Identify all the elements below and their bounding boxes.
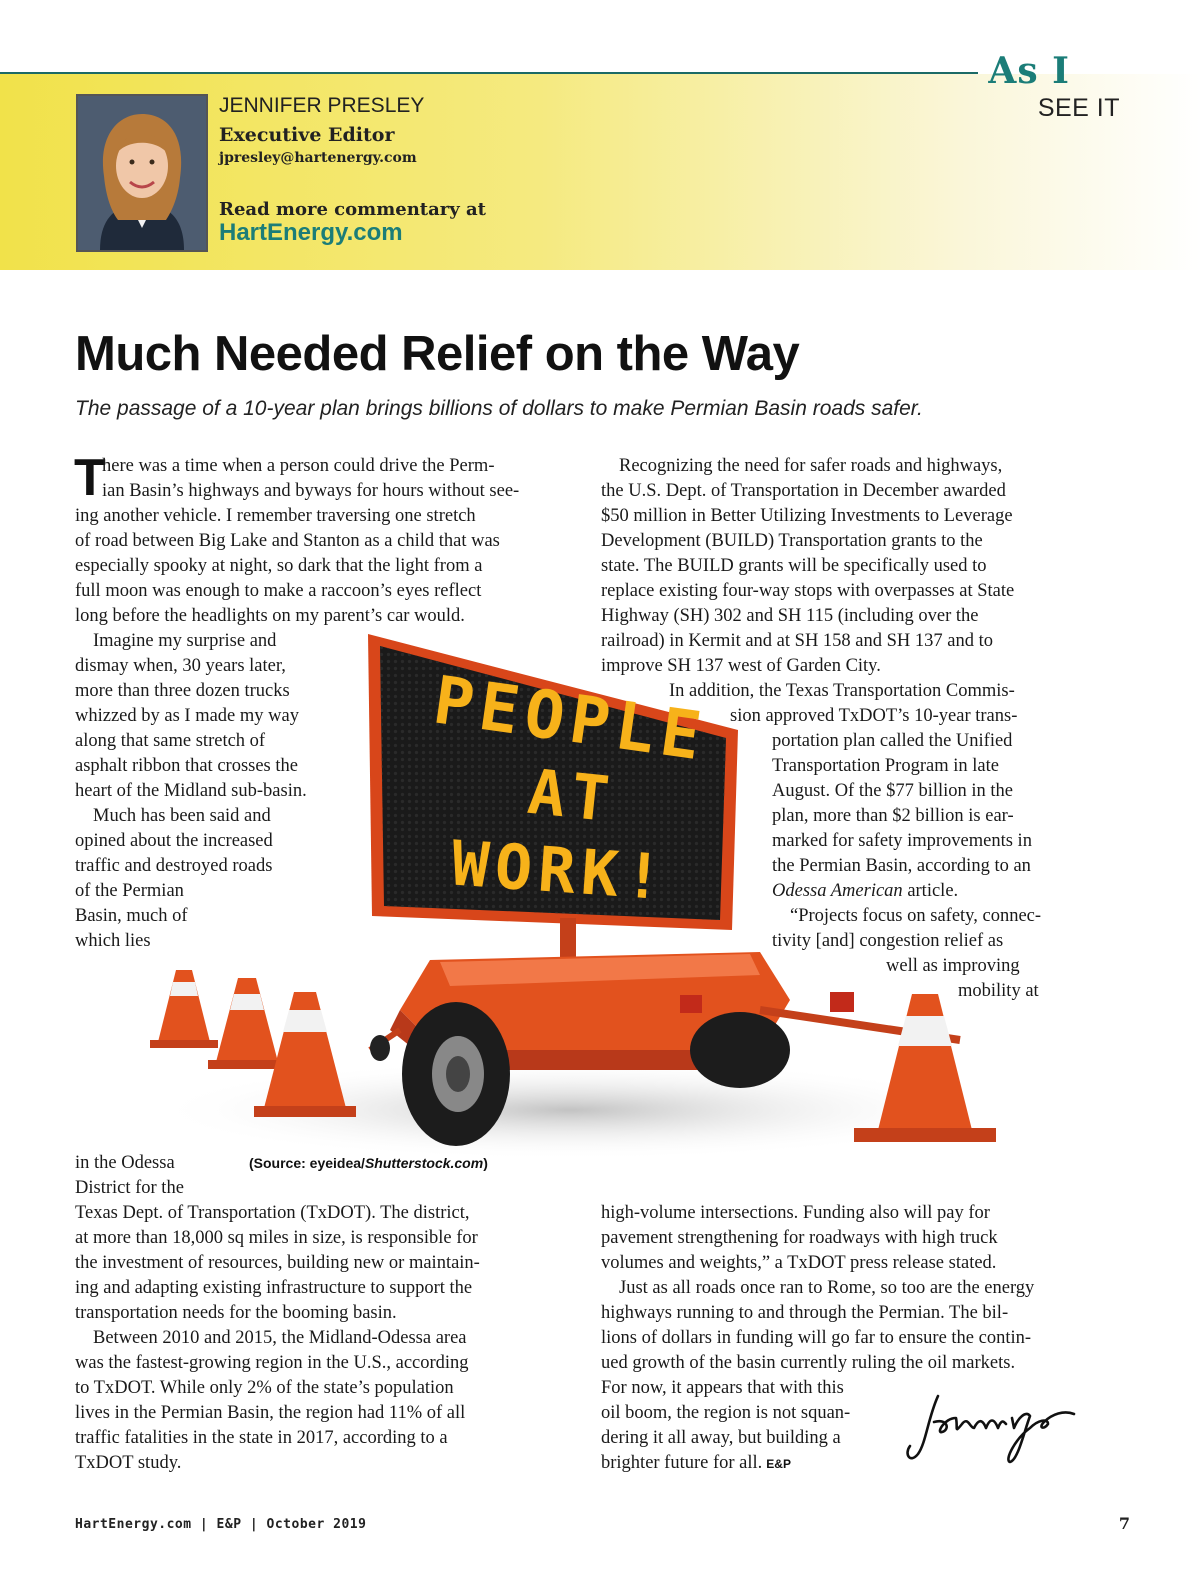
traffic-cone-2 — [208, 978, 286, 1069]
sign-line-3: WORK! — [449, 826, 671, 915]
site-link[interactable]: HartEnergy.com — [219, 219, 403, 246]
body-line: traffic fatalities in the state in 2017, according to a — [75, 1428, 448, 1448]
author-portrait-icon — [78, 96, 206, 250]
body-line: dering it all away, but building a — [601, 1428, 841, 1448]
body-line: to TxDOT. While only 2% of the state’s population — [75, 1378, 454, 1398]
author-name: JENNIFER PRESLEY — [219, 94, 425, 117]
body-line: ued growth of the basin currently ruling the oil markets. — [601, 1353, 1016, 1373]
body-line: Basin, much of — [75, 906, 188, 926]
body-line: railroad) in Kermit and at SH 158 and SH 137 and to — [601, 631, 994, 651]
body-line: of road between Big Lake and Stanton as a child that was — [75, 531, 500, 551]
column-title: As I — [988, 50, 1070, 92]
body-line: August. Of the $77 billion in the — [772, 781, 1013, 801]
caption-credit: Shutterstock.com — [364, 1155, 484, 1171]
body-line: Transportation Program in late — [772, 756, 999, 776]
body-line: Imagine my surprise and — [93, 631, 277, 651]
body-line: of the Permian — [75, 881, 184, 901]
body-line: full moon was enough to make a raccoon’s eyes reflect — [75, 581, 482, 601]
publication-name: Odessa American — [772, 881, 903, 901]
body-line: “Projects focus on safety, connec- — [790, 906, 1042, 926]
body-line: in the Odessa — [75, 1153, 175, 1173]
body-line: the investment of resources, building new or maintain- — [75, 1253, 480, 1273]
body-line: Texas Dept. of Transportation (TxDOT). The district, — [75, 1203, 470, 1223]
body-line: sion approved TxDOT’s 10-year trans- — [730, 706, 1018, 726]
body-line: replace existing four-way stops with overpasses at State — [601, 581, 1015, 601]
body-line: $50 million in Better Utilizing Investments to Leverage — [601, 506, 1013, 526]
body-line: lions of dollars in funding will go far to ensure the contin- — [601, 1328, 1032, 1348]
trailer-wheel-right — [690, 1012, 790, 1088]
body-line: dismay when, 30 years later, — [75, 656, 286, 676]
body-line: ing and adapting existing infrastructure to support the — [75, 1278, 473, 1298]
header-rule — [0, 72, 978, 74]
body-line: ing another vehicle. I remember traversing one stretch — [75, 506, 476, 526]
body-line: Highway (SH) 302 and SH 115 (including over the — [601, 606, 979, 626]
body-line: Much has been said and — [93, 806, 271, 826]
body-line: high-volume intersections. Funding also will pay for — [601, 1203, 990, 1223]
read-more-label: Read more commentary at — [219, 199, 486, 220]
body-line: tivity [and] congestion relief as — [772, 931, 1004, 951]
handwritten-signature — [898, 1388, 1083, 1468]
body-line: the U.S. Dept. of Transportation in December awarded — [601, 481, 1006, 501]
caption-prefix: (Source: eyeidea/ — [249, 1155, 365, 1171]
body-line: highways running to and through the Permian. The bil- — [601, 1303, 1009, 1323]
body-line: along that same stretch of — [75, 731, 266, 751]
body-line: opined about the increased — [75, 831, 273, 851]
body-line: state. The BUILD grants will be specifically used to — [601, 556, 987, 576]
body-line: District for the — [75, 1178, 184, 1198]
body-line: improve SH 137 west of Garden City. — [601, 656, 881, 676]
body-line-text: brighter future for all. — [601, 1453, 763, 1473]
body-line: plan, more than $2 billion is ear- — [772, 806, 1014, 826]
body-line: pavement strengthening for roadways with high truck — [601, 1228, 998, 1248]
caption-suffix: ) — [483, 1155, 488, 1171]
body-line: lives in the Permian Basin, the region had 11% of all — [75, 1403, 466, 1423]
column-subtitle: SEE IT — [1037, 94, 1120, 122]
image-caption — [249, 1155, 488, 1171]
body-line: especially spooky at night, so dark that the light from a — [75, 556, 483, 576]
body-line: traffic and destroyed roads — [75, 856, 273, 876]
body-line — [772, 879, 958, 904]
body-line: long before the headlights on my parent’s car would. — [75, 606, 465, 626]
signoff-mark: E&P — [766, 1457, 791, 1471]
body-line: was the fastest-growing region in the U.S., according — [75, 1353, 469, 1373]
article-headline: Much Needed Relief on the Way — [75, 327, 800, 381]
drop-cap: T — [74, 449, 106, 507]
body-line: ian Basin’s highways and byways for hours without see- — [102, 481, 520, 501]
body-line: Development (BUILD) Transportation grants to the — [601, 531, 983, 551]
body-line: more than three dozen trucks — [75, 681, 290, 701]
sign-line-2: AT — [524, 754, 619, 837]
body-line: For now, it appears that with this — [601, 1378, 844, 1398]
body-line: here was a time when a person could drive the Perm- — [102, 456, 495, 476]
body-line — [601, 1451, 791, 1477]
author-photo — [76, 94, 208, 252]
body-line: the Permian Basin, according to an — [772, 856, 1031, 876]
body-line: volumes and weights,” a TxDOT press release stated. — [601, 1253, 997, 1273]
body-line: transportation needs for the booming basin. — [75, 1303, 397, 1323]
trailer-wheel-left — [402, 1002, 510, 1146]
body-line: portation plan called the Unified — [772, 731, 1013, 751]
body-line: heart of the Midland sub-basin. — [75, 781, 307, 801]
body-line: which lies — [75, 931, 151, 951]
body-line: Between 2010 and 2015, the Midland-Odessa area — [93, 1328, 467, 1348]
body-line: Recognizing the need for safer roads and highways, — [619, 456, 1003, 476]
body-line: at more than 18,000 sq miles in size, is responsible for — [75, 1228, 478, 1248]
article-dek: The passage of a 10-year plan brings billions of dollars to make Permian Basin roads safer. — [75, 397, 923, 420]
body-line: mobility at — [958, 981, 1039, 1001]
body-line: oil boom, the region is not squan- — [601, 1403, 851, 1423]
author-email-link[interactable]: jpresley@hartenergy.com — [219, 150, 417, 166]
sign-line-1: PEOPLE — [429, 661, 712, 776]
body-line: whizzed by as I made my way — [75, 706, 299, 726]
body-line: well as improving — [886, 956, 1020, 976]
author-role: Executive Editor — [219, 124, 395, 146]
page-number: 7 — [1118, 1514, 1130, 1533]
body-line: In addition, the Texas Transportation Commis- — [669, 681, 1015, 701]
body-line: asphalt ribbon that crosses the — [75, 756, 298, 776]
page-footer: HartEnergy.com | E&P | October 2019 — [75, 1517, 367, 1532]
body-line: TxDOT study. — [75, 1453, 182, 1473]
body-line: marked for safety improvements in — [772, 831, 1032, 851]
body-line-tail: article. — [907, 881, 959, 901]
body-line: Just as all roads once ran to Rome, so too are the energy — [619, 1278, 1035, 1298]
traffic-cone-1 — [150, 970, 218, 1048]
